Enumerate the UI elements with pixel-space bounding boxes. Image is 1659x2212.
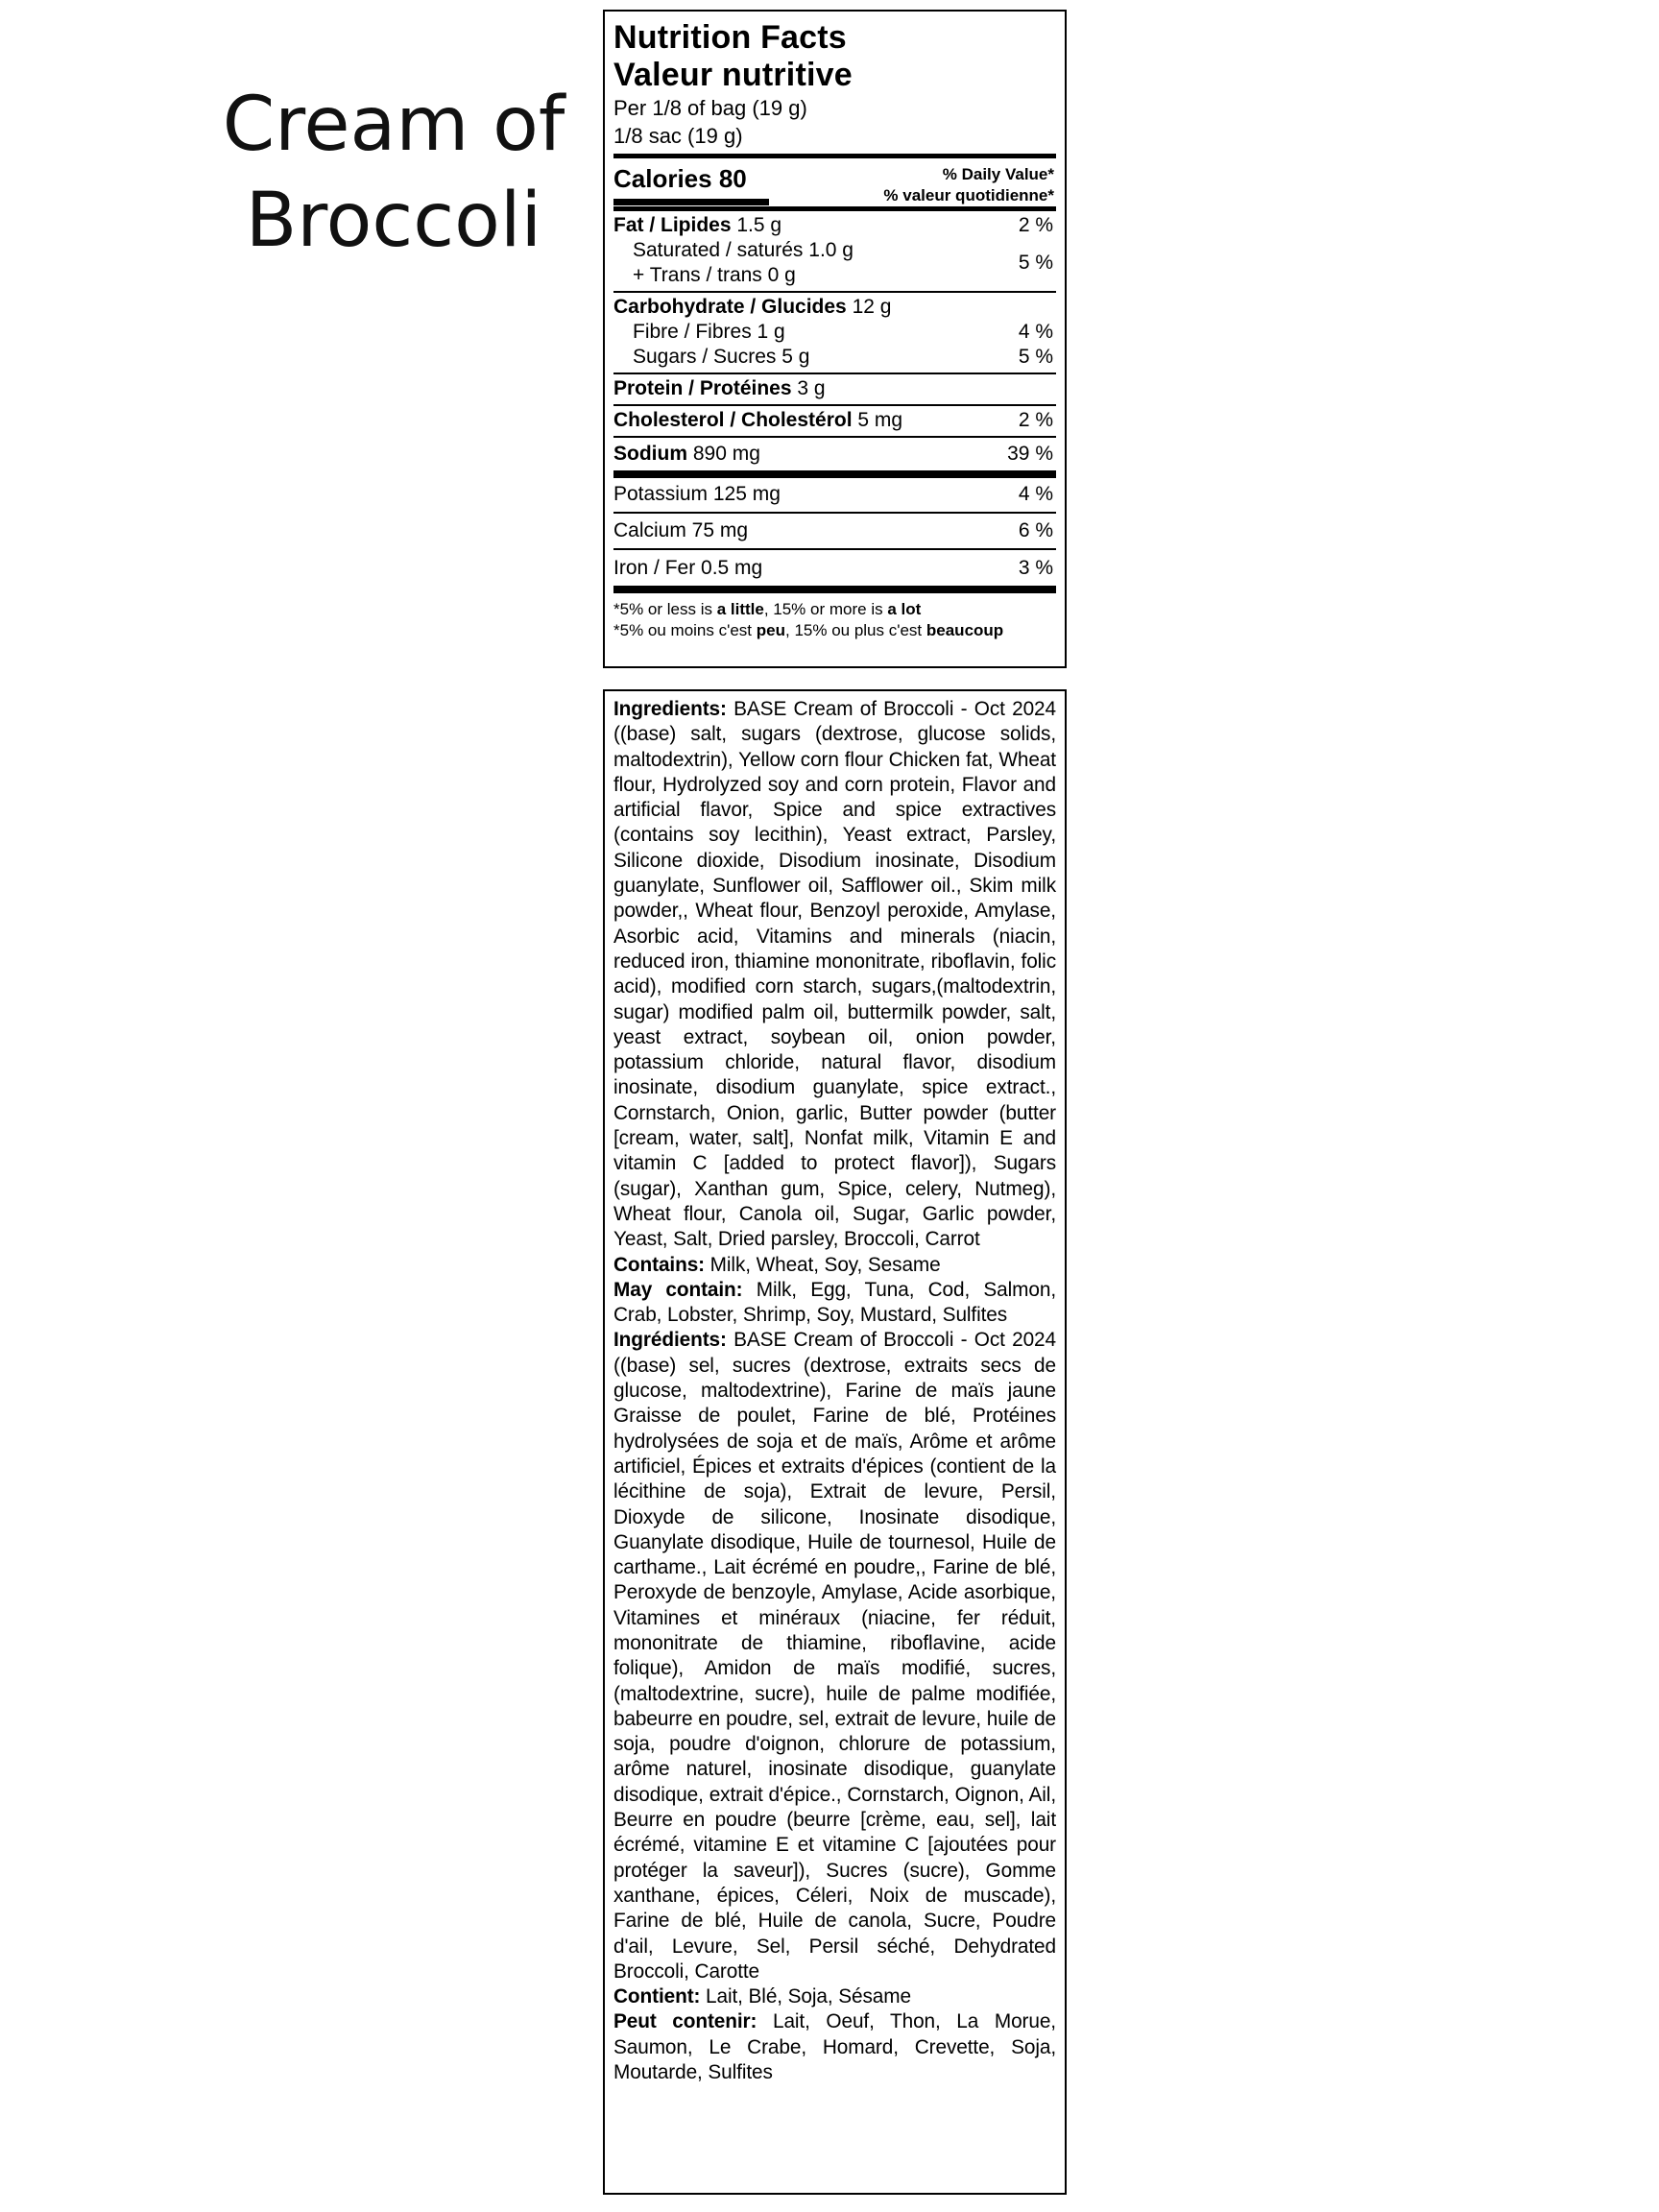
daily-value-footnote [613,593,1056,641]
product-title-line1: Cream of [222,82,565,168]
fibre-label: Fibre / Fibres 1 g [633,321,785,343]
contains-en-label: Contains: [613,1253,705,1276]
contains-fr-text: Lait, Blé, Soja, Sésame [700,1985,911,2008]
ingredients-fr-text: BASE Cream of Broccoli - Oct 2024 ((base) sel, sucres (dextrose, extraits secs de glucose, maltodextrine), Farine de maïs jaune Graisse de poulet, Farine de blé, Protéines hydrolysées de soja et de maïs, Arôme et arôme artificiel, Épices et extraits d'épices (contient de la lécithine de soja), Extrait de levure, Persil, Dioxyde de silicone, Inosinate disodique, Guanylate disodique, Huile de tournesol, Huile de carthame., Lait écrémé en poudre,, Farine de blé, Peroxyde de benzoyle, Amylase, Acide asorbique, Vitamines et minéraux (niacine, fer réduit, mononitrate de thiamine, riboflavine, acide folique), Amidon de maïs modifié, sucres, (maltodextrine, sucre), huile de palme modifiée, babeurre en poudre, sel, extrait de levure, huile de soja, poudre d'oignon, chlorure de potassium, arôme naturel, inosinate disodique, guanylate disodique, extrait d'épice., Cornstarch, Oignon, Ail, Beurre en poudre (beurre [crème, eau, sel], lait écrémé, vitamine E et vitamine C [ajoutées pour protéger la saveur]), Sucres (sucre), Gomme xanthane, épices, Céleri, Noix de muscade), Farine de blé, Huile de canola, Sucre, Poudre d'ail, Levure, Sel, Persil séché, Dehydrated Broccoli, Carotte [613,1329,1056,1983]
calcium-label: Calcium 75 mg [613,519,749,541]
may-contain-en-text: Milk, Egg, Tuna, Cod, Salmon, Crab, Lobster, Shrimp, Soy, Mustard, Sulfites [613,1278,1056,1327]
may-contain-en-label: May contain: [613,1278,743,1301]
may-contain-fr-label: Peut contenir: [613,2010,757,2033]
product-title [202,77,586,269]
serving-size-en: Per 1/8 of bag (19 g) [613,96,807,120]
nutrition-facts-panel [603,10,1067,668]
footnote-fr [613,620,1056,641]
may-contain-fr [613,2009,1056,2085]
sodium-group [613,438,1056,470]
sodium-label: Sodium [613,443,687,465]
sat-trans-group [613,238,1056,288]
trans-row: + Trans / trans 0 g [633,264,796,286]
protein-amount: 3 g [797,377,826,399]
iron-label: Iron / Fer 0.5 mg [613,557,763,579]
sodium-pct: 39 % [1007,443,1053,465]
calories-row [613,158,1056,204]
nutrition-title-fr: Valeur nutritive [613,57,853,93]
ingredients-en [613,697,1056,1253]
iron-pct: 3 % [1018,557,1053,579]
calories-label: Calories 80 [613,164,747,193]
cholesterol-label: Cholesterol / Cholestérol [613,409,853,431]
ingredients-panel [603,689,1067,2195]
calcium-pct: 6 % [1018,519,1053,541]
potassium-pct: 4 % [1018,483,1053,505]
fibre-row [613,320,1056,345]
divider [613,470,1056,478]
ingredients-fr [613,1328,1056,1984]
carbohydrate-row [613,295,1056,320]
calcium-row [613,518,1056,543]
protein-row [613,376,1056,401]
cholesterol-row [613,408,1056,433]
divider [613,586,1056,593]
may-contain-fr-text: Lait, Oeuf, Thon, La Morue, Saumon, Le Crabe, Homard, Crevette, Soja, Moutarde, Sulfites [613,2010,1056,2084]
protein-group [613,374,1056,404]
potassium-row [613,482,1056,507]
fibre-pct: 4 % [1018,321,1053,343]
footnote-fr-text: *5% ou moins c'est [613,621,757,639]
contains-en-text: Milk, Wheat, Soy, Sesame [705,1253,941,1276]
footnote-en-little: a little [716,600,764,618]
serving-size-fr: 1/8 sac (19 g) [613,124,743,148]
cholesterol-amount: 5 mg [857,409,903,431]
footnote-fr-peu: peu [756,621,785,639]
fat-amount: 1.5 g [736,214,782,236]
footnote-en-text: , 15% or more is [763,600,888,618]
carb-group [613,293,1056,373]
carbohydrate-amount: 12 g [852,296,892,318]
iron-group [613,550,1056,586]
footnote-en-text: *5% or less is [613,600,717,618]
sodium-row [613,442,1056,467]
fat-pct: 2 % [1018,214,1053,236]
carbohydrate-label: Carbohydrate / Glucides [613,296,847,318]
contains-fr-label: Contient: [613,1985,701,2008]
calcium-group [613,514,1056,548]
footnote-fr-text: , 15% ou plus c'est [785,621,926,639]
daily-value-header [883,164,1054,206]
protein-label: Protein / Protéines [613,377,792,399]
nutrition-title-en: Nutrition Facts [613,19,847,56]
may-contain-en [613,1278,1056,1329]
fat-row [613,213,1056,238]
footnote-en-lot: a lot [887,600,922,618]
saturated-row: Saturated / saturés 1.0 g [633,239,854,261]
potassium-group [613,478,1056,512]
footnote-fr-beaucoup: beaucoup [926,621,1004,639]
ingredients-en-text: BASE Cream of Broccoli - Oct 2024 ((base) salt, sugars (dextrose, glucose solids, maltodextrin), Yellow corn flour Chicken fat, Wheat flour, Hydrolyzed soy and corn protein, Flavor and artificial flavor, Spice and spice extractives (contains soy lecithin), Yeast extract, Parsley, Silicone dioxide, Disodium inosinate, Disodium guanylate, Sunflower oil, Safflower oil., Skim milk powder,, Wheat flour, Benzoyl peroxide, Amylase, Asorbic acid, Vitamins and minerals (niacin, reduced iron, thiamine mononitrate, riboflavin, folic acid), modified corn starch, sugars,(maltodextrin, sugar) modified palm oil, buttermilk powder, salt, yeast extract, soybean oil, onion powder, potassium chloride, natural flavor, disodium inosinate, disodium guanylate, spice extract., Cornstarch, Onion, garlic, Butter powder (butter [cream, water, salt], Nonfat milk, Vitamin E and vitamin C [added to protect flavor]), Sugars (sugar), Xanthan gum, Spice, celery, Nutmeg), Wheat flour, Canola oil, Sugar, Garlic powder, Yeast, Salt, Dried parsley, Broccoli, Carrot [613,698,1056,1251]
contains-en [613,1253,1056,1278]
daily-value-header-fr: % valeur quotidienne* [883,186,1054,204]
ingredients-fr-label: Ingrédients: [613,1329,727,1352]
calories-underline [613,199,769,205]
footnote-en [613,599,1056,620]
sat-trans-pct: 5 % [1018,252,1053,274]
cholesterol-group [613,406,1056,436]
cholesterol-pct: 2 % [1018,409,1053,431]
potassium-label: Potassium 125 mg [613,483,781,505]
sugars-label: Sugars / Sucres 5 g [633,346,810,368]
fat-group [613,211,1056,291]
contains-fr [613,1984,1056,2009]
sodium-amount: 890 mg [692,443,760,465]
sugars-row [613,345,1056,370]
product-title-line2: Broccoli [245,178,542,264]
daily-value-header-en: % Daily Value* [942,165,1054,183]
sugars-pct: 5 % [1018,346,1053,368]
ingredients-en-label: Ingredients: [613,698,727,720]
iron-row [613,556,1056,581]
fat-label: Fat / Lipides [613,214,732,236]
